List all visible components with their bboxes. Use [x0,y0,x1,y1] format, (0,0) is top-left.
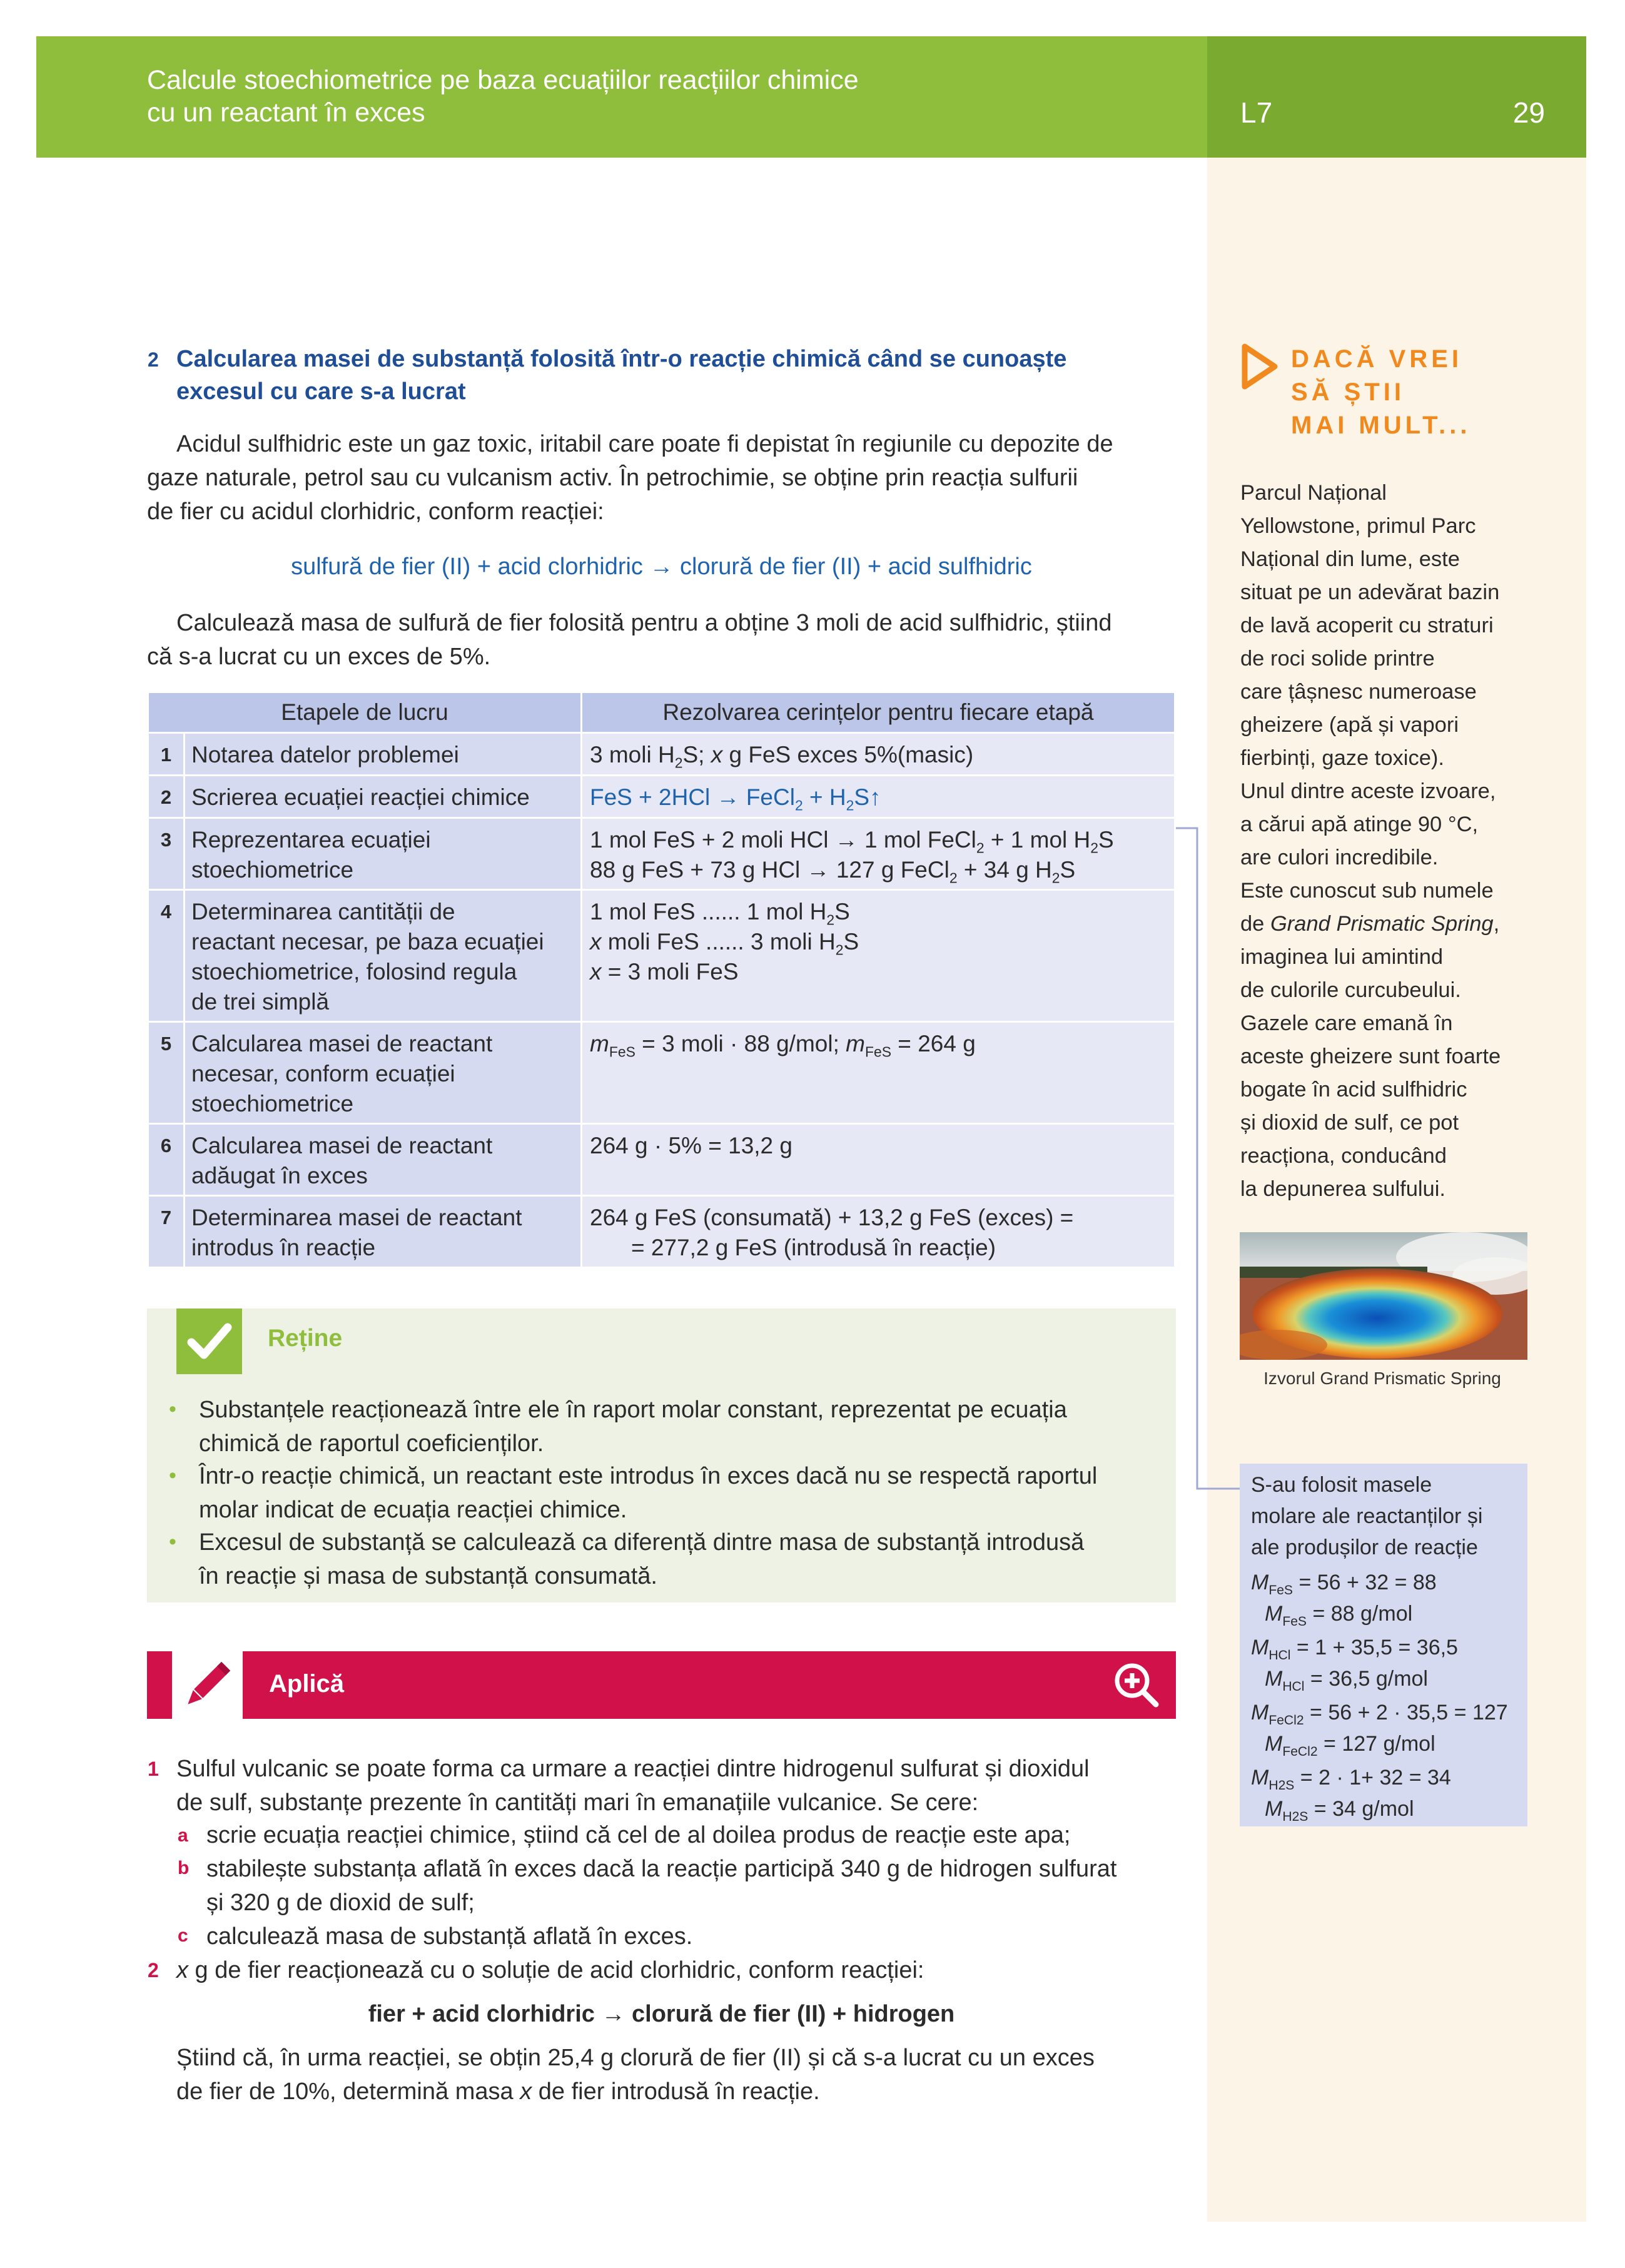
sidebar-line: fierbinți, gaze toxice). [1240,746,1444,770]
solution-line: = 277,2 g FeS (introdusă în reacție) [631,1235,996,1260]
step-line: Reprezentarea ecuației [191,827,431,853]
molar-fecl2-unit [1265,1730,1435,1758]
header-solution: Rezolvarea cerințelor pentru fiecare etapă [582,692,1175,733]
step-cell [185,1124,582,1196]
sidebar-line: aceste gheizere sunt foarte [1240,1045,1501,1068]
section-number: 2 [148,348,159,371]
symbol-M: M [1251,1571,1269,1594]
retine-bullet-line: Excesul de substanță se calculează ca diferență dintre masa de substanță introdusă [199,1529,1085,1556]
exercise-line: calculează masa de substanță aflată în exces. [206,1923,693,1950]
solution-cell: 264 g · 5% = 13,2 g [582,1124,1175,1196]
sidebar-line: Unul dintre aceste izvoare, [1240,779,1496,803]
symbol-M: M [1265,1797,1283,1821]
sidebar-line: are culori incredibile. [1240,846,1439,869]
chapter-title-line1: Calcule stoechiometrice pe baza ecuațiilor reacțiilor chimice [147,65,859,95]
step-line: de trei simplă [191,989,330,1015]
text-part: = 3 moli · 88 g/mol; [635,1031,846,1056]
exercise-line: Știind că, în urma reacției, se obțin 25,4 g clorură de fier (II) și că s-a lucrat cu un exces [176,2045,1095,2071]
text-part: S [834,899,850,924]
subscript-part: 2 [1310,1744,1318,1759]
step-line: Determinarea masei de reactant [191,1205,522,1230]
step-line: stoechiometrice, folosind regula [191,959,517,985]
header-steps: Etapele de lucru [148,692,582,733]
step-cell [185,818,582,890]
subscript-part: FeCl [1282,1744,1310,1759]
bullet-dot: • [169,1464,176,1487]
aplica-bar [243,1651,1176,1719]
molar-fes-unit [1265,1600,1412,1628]
aplica-title: Aplică [269,1670,345,1698]
sidebar-heading-line3: MAI MULT... [1291,412,1471,439]
sidebar-line-spring [1240,908,1559,941]
solution-line [590,825,1168,855]
retine-bullet-line: Substanțele reacționează între ele în raport molar constant, reprezentat pe ecuația [199,1397,1067,1423]
sidebar-line: Parcul Național [1240,481,1387,505]
exercise-line: de sulf, substanțe prezente în cantități mari în emanațiile vulcanice. Se cere: [176,1790,979,1816]
exercise-number: 2 [148,1959,159,1982]
step-line: reactant necesar, pe baza ecuației [191,929,544,954]
connector-line [1176,826,1245,1501]
subscript-part: H [1282,1809,1292,1824]
molar-h2s-eq [1251,1764,1451,1791]
subscript-part: FeCl [1268,1713,1297,1728]
bullet-dot: • [169,1397,176,1421]
row-number: 2 [148,776,185,818]
section-title-line2: excesul cu care s-a lucrat [176,378,466,405]
aplica-strip [147,1651,172,1719]
molar-fes-eq [1251,1569,1437,1596]
text-part: 3 moli H [590,742,675,767]
variable-x: x [176,1957,188,1983]
subscript: HCl [1268,1648,1291,1663]
item-label: b [178,1858,190,1878]
step-cell [185,1022,582,1124]
step-line: Calcularea masei de reactant [191,1031,493,1056]
step-line: introdus în reacție [191,1235,376,1260]
photo-caption: Izvorul Grand Prismatic Spring [1263,1369,1501,1388]
subscript: 2 [794,797,803,814]
task-line: că s-a lucrat cu un exces de 5%. [147,644,491,670]
spring-name: Grand Prismatic Spring [1270,912,1494,936]
text-part: 1 mol FeS ...... 1 mol H [590,899,827,924]
equation-text: = 2 · 1+ 32 = 34 [1294,1766,1451,1790]
variable-x: x [520,2078,532,2105]
solution-cell [582,776,1175,818]
text-part: de fier introdusă în reacție. [532,2078,820,2105]
sidebar-line: la depunerea sulfului. [1240,1177,1445,1201]
unit-text: = 36,5 g/mol [1304,1667,1428,1691]
solution-line [590,957,1168,987]
symbol-M: M [1251,1766,1269,1790]
subscript-part: 2 [1296,1713,1304,1728]
sidebar-line: de culorile curcubeului. [1240,978,1461,1002]
sidebar-heading-line2: SĂ ȘTII [1291,378,1405,406]
solution-line [590,927,1168,957]
step-line: stoechiometrice [191,857,354,883]
sidebar-line: Național din lume, este [1240,547,1460,571]
retine-bullet-line: Într-o reacție chimică, un reactant este introdus în exces dacă nu se respectă raportul [199,1463,1098,1489]
symbol-m: m [590,1031,609,1056]
sidebar-line: de lavă acoperit cu straturi [1240,614,1494,637]
solution-cell [582,1022,1175,1124]
sidebar-heading [1291,343,1471,442]
text-part: = 3 moli FeS [601,959,739,985]
subscript: 2 [835,941,844,958]
solution-cell [582,818,1175,890]
sidebar-line: și dioxid de sulf, ce pot [1240,1111,1459,1135]
text-part: moli FeS ...... 3 moli H [601,929,836,954]
intro-line: gaze naturale, petrol sau cu vulcanism activ. În petrochimie, se obține prin reacția sulfurii [147,465,1078,491]
text-part: 1 mol FeS + 2 moli HCl → 1 mol FeCl [590,827,976,853]
task-line: Calculează masa de sulfură de fier folosită pentru a obține 3 moli de acid sulfhidric, știind [176,610,1112,636]
subscript [1268,1713,1304,1728]
chapter-title [147,64,859,129]
molar-line: S-au folosit masele [1251,1473,1432,1497]
molar-h2s-unit [1265,1795,1414,1823]
text-part: g de fier reacționează cu o soluție de acid clorhidric, conform reacției: [188,1957,924,1983]
reaction-equation: sulfură de fier (II) + acid clorhidric → clorură de fier (II) + acid sulfhidric [291,554,1032,580]
text-part: de fier de 10%, determină masa [176,2078,520,2105]
unit-text: = 88 g/mol [1307,1602,1413,1626]
subscript-part: 2 [1278,1778,1286,1793]
text-part: 88 g FeS + 73 g HCl → 127 g FeCl [590,857,949,883]
exercise-line [176,1954,924,1987]
symbol-M: M [1265,1732,1283,1756]
text-part: = 264 g [891,1031,976,1056]
row-number: 7 [148,1196,185,1268]
exercise-line: Sulful vulcanic se poate forma ca urmare a reacției dintre hidrogenul sulfurat și dioxidul [176,1756,1090,1782]
variable-x: x [590,959,602,985]
sidebar-heading-line1: DACĂ VREI [1291,345,1463,373]
sidebar-line: situat pe un adevărat bazin [1240,580,1500,604]
molar-hcl-eq [1251,1634,1458,1661]
subscript: 2 [1090,839,1099,856]
subscript: 2 [846,797,854,814]
section-title [176,343,1152,408]
play-arrow-icon [1240,343,1278,390]
solution-line [590,855,1168,885]
symbol-M: M [1251,1701,1269,1724]
solution-cell [582,890,1175,1022]
step-cell [185,1196,582,1268]
section-title-line1: Calcularea masei de substanță folosită într-o reacție chimică când se cunoaște [176,346,1067,372]
step-line: necesar, conform ecuației [191,1061,455,1086]
sidebar-line: de roci solide printre [1240,647,1435,671]
solution-cell [582,733,1175,776]
unit-text: = 127 g/mol [1317,1732,1435,1756]
text-part: + 34 g H [957,857,1052,883]
table-row [148,733,1175,776]
step-line: Determinarea cantității de [191,899,455,924]
pencil-icon [175,1654,238,1717]
table-row [148,776,1175,818]
sidebar-text [1240,477,1559,1206]
subscript [1282,1744,1317,1759]
subscript-part: S [1285,1778,1295,1793]
subscript-part: 2 [1292,1809,1300,1824]
molar-line: molare ale reactanților și [1251,1504,1483,1528]
step-line: stoechiometrice [191,1091,354,1116]
solution-table [147,691,1176,1268]
exercise-line: scrie ecuația reacției chimice, știind că cel de al doilea produs de reacție este apa; [206,1822,1071,1848]
sidebar-line: reacționa, conducând [1240,1144,1447,1168]
subscript [1268,1778,1294,1793]
step-cell: Scrierea ecuației reacției chimice [185,776,582,818]
table-header-row [148,692,1175,733]
text-part: S [1098,827,1114,853]
subscript: HCl [1282,1679,1305,1694]
text-part: S [1060,857,1076,883]
sidebar-line: Gazele care emană în [1240,1011,1453,1035]
sidebar-line: imaginea lui amintind [1240,945,1444,969]
solution-cell [582,1196,1175,1268]
sidebar-text-part: de [1240,912,1270,936]
symbol-M: M [1251,1636,1269,1659]
row-number: 4 [148,890,185,1022]
sidebar-line: care țâșnesc numeroase [1240,680,1477,704]
variable-x: x [711,742,723,767]
intro-line: de fier cu acidul clorhidric, conform reacției: [147,499,604,525]
text-part: g FeS exces 5%(masic) [722,742,974,767]
sidebar-line: a cărui apă atinge 90 °C, [1240,813,1479,836]
page-number: 29 [1512,96,1545,129]
text-part: S [843,929,859,954]
item-label: c [178,1925,188,1946]
zoom-in-icon[interactable] [1112,1661,1161,1709]
text-part: S↑ [854,784,881,810]
subscript: FeS [609,1043,635,1060]
item-label: a [178,1825,188,1846]
exercise-line: și 320 g de dioxid de sulf; [206,1890,475,1916]
table-row [148,1196,1175,1268]
checkmark-icon [176,1309,242,1374]
table-row [148,890,1175,1022]
intro-line: Acidul sulfhidric este un gaz toxic, iritabil care poate fi depistat în regiunile cu depozite de [176,431,1113,457]
row-number: 3 [148,818,185,890]
sidebar-line: gheizere (apă și vapori [1240,713,1459,737]
subscript-part: H [1268,1778,1278,1793]
exercise-number: 1 [148,1758,159,1780]
symbol-M: M [1265,1602,1283,1626]
molar-line: ale produșilor de reacție [1251,1536,1478,1559]
step-cell: Notarea datelor problemei [185,733,582,776]
equation-text: = 56 + 32 = 88 [1293,1571,1437,1594]
step-cell [185,890,582,1022]
subscript: 2 [976,839,985,856]
symbol-m: m [846,1031,865,1056]
variable-x: x [590,929,602,954]
chapter-title-line2: cu un reactant în exces [147,98,425,128]
row-number: 5 [148,1022,185,1124]
symbol-M: M [1265,1667,1283,1691]
retine-bullet-line: în reacție și masa de substanță consumată. [199,1563,657,1589]
text-part: S; [682,742,711,767]
step-line: Calcularea masei de reactant [191,1133,493,1158]
subscript: FeS [1268,1582,1293,1597]
text-part: + 1 mol H [984,827,1091,853]
subscript [1282,1810,1308,1824]
table-row [148,1124,1175,1196]
text-part: FeS + 2HCl → FeCl [590,784,795,810]
molar-hcl-unit [1265,1665,1428,1693]
subscript-part: S [1299,1809,1309,1824]
solution-line: 264 g FeS (consumată) + 13,2 g FeS (exces) = [590,1205,1074,1230]
exercise-line [176,2075,820,2108]
subscript: 2 [949,869,958,886]
subscript: FeS [864,1043,892,1060]
sidebar-line: Yellowstone, primul Parc [1240,514,1476,538]
molar-fecl2-eq [1251,1699,1508,1726]
retine-bullet-line: chimică de raportul coeficienților. [199,1430,544,1457]
bullet-dot: • [169,1530,176,1554]
sidebar-line: Este cunoscut sub numele [1240,879,1494,903]
subscript: 2 [674,754,683,771]
text-part: + H [802,784,846,810]
sidebar-line: bogate în acid sulfhidric [1240,1078,1467,1101]
exercise-line: stabilește substanța aflată în exces dacă la reacție participă 340 g de hidrogen sulfurat [206,1856,1117,1882]
table-row [148,818,1175,890]
subscript: FeS [1282,1614,1307,1629]
solution-line [590,897,1168,927]
equation-text: = 56 + 2 · 35,5 = 127 [1304,1701,1508,1724]
exercise-reaction: fier + acid clorhidric → clorură de fier (II) + hidrogen [368,2001,955,2027]
lesson-label: L7 [1240,96,1273,129]
step-line: adăugat în exces [191,1163,368,1188]
retine-bullet-line: molar indicat de ecuația reacției chimice. [199,1497,627,1523]
equation-text: = 1 + 35,5 = 36,5 [1290,1636,1458,1659]
row-number: 1 [148,733,185,776]
subscript: 2 [826,911,835,928]
row-number: 6 [148,1124,185,1196]
retine-title: Reține [268,1325,343,1352]
unit-text: = 34 g/mol [1308,1797,1414,1821]
sidebar-text-part: , [1493,912,1500,936]
table-row [148,1022,1175,1124]
subscript: 2 [1051,869,1060,886]
hot-spring-photo [1240,1232,1527,1360]
